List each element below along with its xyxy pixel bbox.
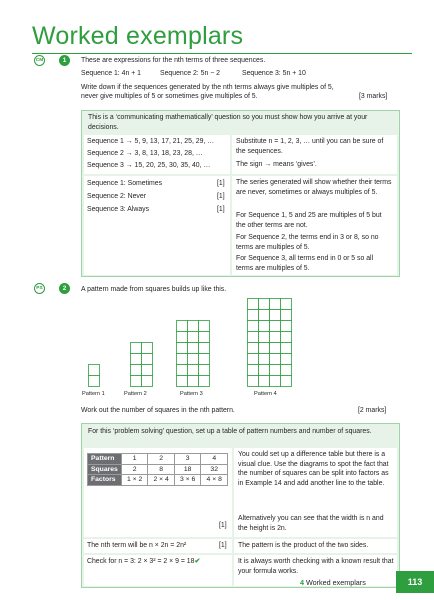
table-cell: 2 × 4 [148,475,175,486]
q2-nth-cell [84,539,232,553]
table-header: Pattern [88,454,122,465]
q2-answer-box [81,423,400,588]
q1-answer-1-mark: [1] [217,180,225,187]
pattern-square [281,376,292,387]
pattern-square [188,354,199,365]
q1-seq1: Sequence 1: 4n + 1 [81,70,141,77]
pattern-square [259,310,270,321]
q2-table-note-cell [234,448,397,537]
pattern-square [259,332,270,343]
q1-row1-line-2: Sequence 2 → 3, 8, 13, 18, 23, 28, … [87,150,203,157]
q1-explanation-1: The series generated will show whether their terms are never, sometimes or always multiples of 5. [236,179,392,196]
footer-chapter-label [300,578,366,587]
pattern-square [270,321,281,332]
pattern-square [142,376,153,387]
pattern-square [281,343,292,354]
title-rule [32,53,412,54]
pattern-square [199,332,210,343]
pattern-square [270,365,281,376]
q2-table-note-1: You could set up a difference table but there is a visual clue. Use the diagrams to spot the fact that the number of squares can be split into factors as in Example 14 and add another line to the table. [238,451,389,487]
q1-row2-left-cell [84,176,230,275]
q1-sequences [81,69,411,79]
pattern-square [199,321,210,332]
square-pattern-svg [247,298,292,387]
question-2-number: 2 [59,283,70,294]
pattern-square [199,343,210,354]
table-cell: 1 × 2 [121,475,148,486]
pattern-square [142,354,153,365]
cm-badge: CM [34,55,45,66]
q1-answer-3-mark: [1] [217,206,225,213]
q1-row2-right-cell [232,176,397,275]
pattern-square [142,343,153,354]
q2-check-cell [84,555,232,586]
pattern-square [177,343,188,354]
q2-check-note: It is always worth checking with a known result that your formula works. [238,558,394,575]
pattern-square [248,365,259,376]
q2-nth-term: The nth term will be n × 2n = 2n² [87,542,187,549]
pattern-square [259,376,270,387]
q1-explanation-4: For Sequence 3, all terms end in 0 or 5 so all terms are multiples of 5. [236,255,374,272]
q1-answer-box [81,110,400,277]
pattern-square [248,376,259,387]
q2-nth-mark: [1] [219,542,227,549]
table-row [88,475,228,486]
q1-seq3: Sequence 3: 5n + 10 [242,70,306,77]
pattern-square [248,343,259,354]
q2-table-cell [84,448,232,537]
q2-question: Work out the number of squares in the nth pattern. [81,407,235,414]
q1-row1-line-3: Sequence 3 → 15, 20, 25, 30, 35, 40, … [87,162,211,169]
pattern-square [177,321,188,332]
footer-chapter-title: Worked exemplars [306,578,366,587]
pattern-square [199,354,210,365]
table-cell: 18 [174,464,201,475]
table-header: Squares [88,464,122,475]
q2-check-text [87,557,200,567]
pattern-square [177,332,188,343]
q1-box-intro: This is a ‘communicating mathematically’ question so you must show how you arrive at your decisions. [88,114,368,131]
pattern-square [89,365,100,376]
pattern-square [281,354,292,365]
pattern-square [259,299,270,310]
q1-answer-3: Sequence 3: Always [87,206,150,213]
pattern-1-label: Pattern 1 [82,391,105,397]
pattern-square [248,321,259,332]
ps-badge: PS [34,283,45,294]
pattern-square [89,376,100,387]
q2-check: Check for n = 3: 2 × 3² = 2 × 9 = 18 [87,558,195,565]
pattern-square [177,354,188,365]
q1-row1-note-2: The sign → means ‘gives’. [236,161,317,168]
q1-answer-1: Sequence 1: Sometimes [87,180,163,187]
pattern-square [281,321,292,332]
pattern-square [259,354,270,365]
q2-table-note-2: Alternatively you can see that the width is n and the height is 2n. [238,515,384,532]
table-cell: 4 × 8 [201,475,228,486]
pattern-square [270,354,281,365]
pattern-4-grid [247,298,292,392]
question-1-number: 1 [59,55,70,66]
q1-explanation-3: For Sequence 2, the terms end in 3 or 8, so no terms are multiples of 5. [236,234,379,251]
pattern-square [281,365,292,376]
q1-intro: These are expressions for the nth terms of three sequences. [81,57,266,64]
pattern-square [142,365,153,376]
pattern-square [270,310,281,321]
pattern-2-grid [130,342,153,392]
q1-row1-left-cell [84,135,230,174]
pattern-2-label: Pattern 2 [124,391,147,397]
table-header: Factors [88,475,122,486]
table-cell: 2 [148,454,175,465]
pattern-square [248,332,259,343]
q2-nth-note-cell [234,539,397,553]
pattern-square [199,365,210,376]
pattern-square [281,299,292,310]
pattern-4-label: Pattern 4 [254,391,277,397]
q2-intro: A pattern made from squares builds up like this. [81,286,227,293]
q2-nth-note: The pattern is the product of the two sides. [238,542,369,549]
q2-box-intro: For this ‘problem solving’ question, set up a table of pattern numbers and number of squares. [88,428,372,435]
pattern-square [177,365,188,376]
square-pattern-svg [130,342,153,387]
pattern-3-label: Pattern 3 [180,391,203,397]
pattern-square [248,299,259,310]
pattern-square [270,343,281,354]
q1-marks: [3 marks] [359,93,388,100]
q2-table-mark: [1] [219,522,227,529]
table-row [88,454,228,465]
q1-instruction-2: never give multiples of 5 or sometimes give multiples of 5. [81,93,258,100]
table-cell: 8 [148,464,175,475]
pattern-1-grid [88,364,100,392]
pattern-square [270,332,281,343]
q1-row1-note-1: Substitute n = 1, 2, 3, … until you can be sure of the sequences. [236,138,384,155]
pattern-square [281,310,292,321]
table-cell: 32 [201,464,228,475]
pattern-square [259,365,270,376]
table-cell: 3 [174,454,201,465]
pattern-square [131,354,142,365]
tick-icon: ✔ [194,558,201,565]
pattern-square [131,376,142,387]
pattern-square [281,332,292,343]
q1-answer-2: Sequence 2: Never [87,193,146,200]
table-cell: 3 × 6 [174,475,201,486]
pattern-square [188,321,199,332]
q1-seq2: Sequence 2: 5n − 2 [160,70,220,77]
footer-chapter-number: 4 [300,578,304,587]
pattern-square [199,376,210,387]
pattern-square [259,343,270,354]
pattern-square [131,343,142,354]
q1-explanation-2: For Sequence 1, 5 and 25 are multiples of 5 but the other terms are not. [236,212,382,229]
pattern-square [248,354,259,365]
pattern-table [87,453,228,486]
table-cell: 4 [201,454,228,465]
page-number: 113 [396,571,434,593]
pattern-square [188,332,199,343]
pattern-square [270,299,281,310]
q1-row1-line-1: Sequence 1 → 5, 9, 13, 17, 21, 25, 29, … [87,138,215,145]
pattern-3-grid [176,320,210,392]
pattern-square [177,376,188,387]
pattern-square [131,365,142,376]
q1-row1-right-cell [232,135,397,174]
table-cell: 1 [121,454,148,465]
page-title: Worked exemplars [32,22,244,50]
table-row [88,464,228,475]
q1-instruction-1: Write down if the sequences generated by the nth terms always give multiples of 5, [81,84,334,91]
pattern-square [248,310,259,321]
pattern-square [270,376,281,387]
pattern-square [188,343,199,354]
pattern-square [188,365,199,376]
square-pattern-svg [88,364,100,387]
square-pattern-svg [176,320,210,387]
q1-answer-2-mark: [1] [217,193,225,200]
pattern-square [188,376,199,387]
table-cell: 2 [121,464,148,475]
pattern-square [259,321,270,332]
q2-marks: [2 marks] [358,407,387,414]
